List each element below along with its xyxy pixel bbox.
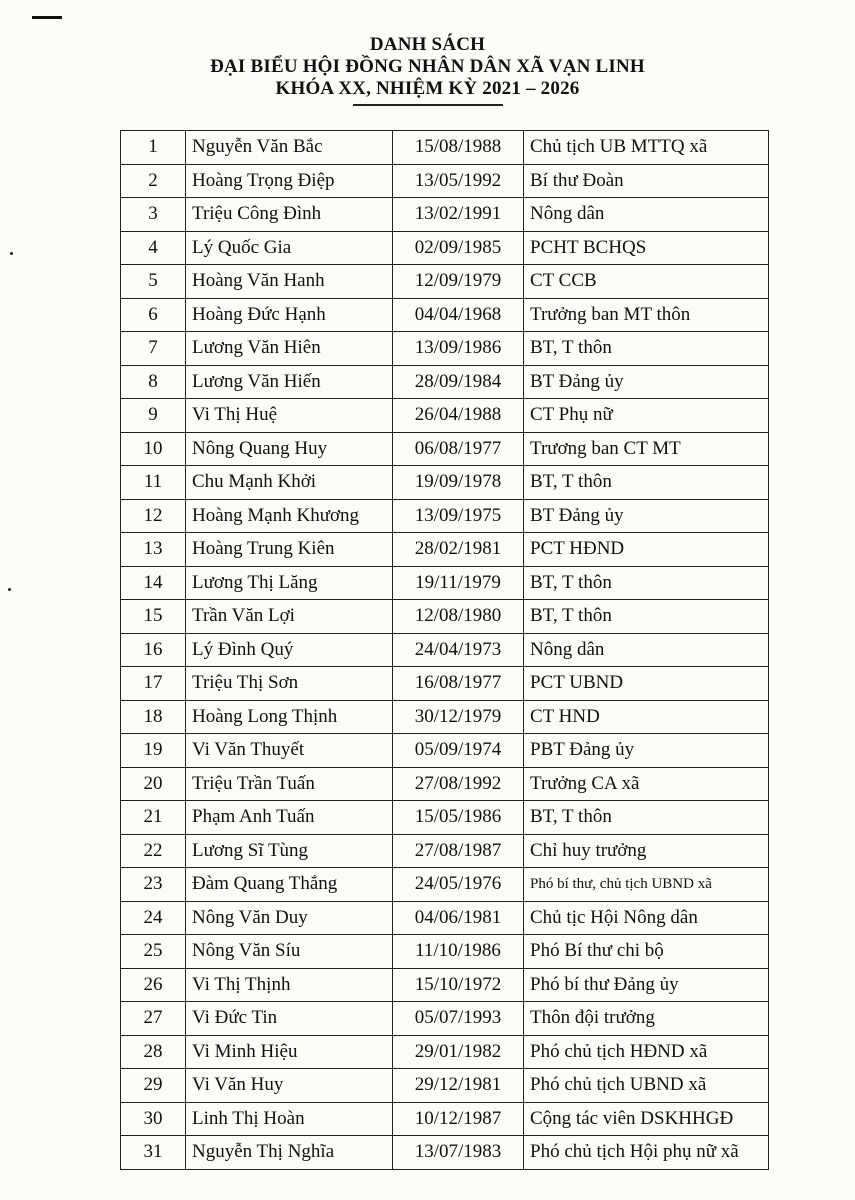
member-birthdate: 13/09/1986 — [393, 332, 524, 366]
member-name: Triệu Trần Tuấn — [186, 767, 393, 801]
member-name: Hoàng Đức Hạnh — [186, 298, 393, 332]
member-name: Triệu Công Đình — [186, 198, 393, 232]
member-birthdate: 05/07/1993 — [393, 1002, 524, 1036]
member-role: Nông dân — [524, 633, 769, 667]
member-number: 14 — [121, 566, 186, 600]
document-term: KHÓA XX, NHIỆM KỲ 2021 – 2026 — [275, 78, 580, 99]
member-number: 26 — [121, 968, 186, 1002]
table-row — [121, 298, 769, 332]
table-row — [121, 332, 769, 366]
member-role: Chủ tịch UB MTTQ xã — [524, 131, 769, 165]
table-row — [121, 667, 769, 701]
table-row — [121, 1002, 769, 1036]
member-role: BT, T thôn — [524, 466, 769, 500]
member-name: Hoàng Trung Kiên — [186, 533, 393, 567]
member-birthdate: 13/02/1991 — [393, 198, 524, 232]
member-name: Lý Đình Quý — [186, 633, 393, 667]
member-number: 9 — [121, 399, 186, 433]
member-birthdate: 26/04/1988 — [393, 399, 524, 433]
member-number: 23 — [121, 868, 186, 902]
member-birthdate: 12/08/1980 — [393, 600, 524, 634]
member-name: Hoàng Trọng Điệp — [186, 164, 393, 198]
member-name: Linh Thị Hoàn — [186, 1102, 393, 1136]
member-name: Lương Văn Hiên — [186, 332, 393, 366]
margin-dot — [8, 588, 11, 591]
member-name: Nguyễn Văn Bắc — [186, 131, 393, 165]
member-birthdate: 24/04/1973 — [393, 633, 524, 667]
member-name: Nông Quang Huy — [186, 432, 393, 466]
table-row — [121, 1102, 769, 1136]
member-role: BT, T thôn — [524, 332, 769, 366]
table-row — [121, 131, 769, 165]
member-role: BT Đảng ủy — [524, 365, 769, 399]
member-role: Chỉ huy trưởng — [524, 834, 769, 868]
member-number: 24 — [121, 901, 186, 935]
member-role: Phó bí thư, chủ tịch UBND xã — [524, 868, 769, 902]
table-row — [121, 767, 769, 801]
member-number: 16 — [121, 633, 186, 667]
member-number: 31 — [121, 1136, 186, 1170]
member-birthdate: 13/09/1975 — [393, 499, 524, 533]
member-role: Bí thư Đoàn — [524, 164, 769, 198]
table-row — [121, 164, 769, 198]
table-row — [121, 399, 769, 433]
member-role: BT, T thôn — [524, 801, 769, 835]
member-role: PCT HĐND — [524, 533, 769, 567]
member-number: 28 — [121, 1035, 186, 1069]
member-role: Nông dân — [524, 198, 769, 232]
table-row — [121, 1069, 769, 1103]
member-name: Nông Văn Duy — [186, 901, 393, 935]
member-name: Đàm Quang Thắng — [186, 868, 393, 902]
member-number: 1 — [121, 131, 186, 165]
member-name: Hoàng Long Thịnh — [186, 700, 393, 734]
member-name: Trần Văn Lợi — [186, 600, 393, 634]
member-birthdate: 19/11/1979 — [393, 566, 524, 600]
table-row — [121, 868, 769, 902]
document-title: DANH SÁCH — [369, 34, 486, 55]
member-birthdate: 19/09/1978 — [393, 466, 524, 500]
member-name: Lương Sĩ Tùng — [186, 834, 393, 868]
table-row — [121, 901, 769, 935]
member-number: 13 — [121, 533, 186, 567]
table-row — [121, 198, 769, 232]
member-role: Phó bí thư Đảng ủy — [524, 968, 769, 1002]
member-number: 15 — [121, 600, 186, 634]
member-number: 11 — [121, 466, 186, 500]
member-name: Hoàng Văn Hanh — [186, 265, 393, 299]
member-name: Nguyễn Thị Nghĩa — [186, 1136, 393, 1170]
member-birthdate: 13/05/1992 — [393, 164, 524, 198]
member-number: 2 — [121, 164, 186, 198]
member-role: Thôn đội trưởng — [524, 1002, 769, 1036]
member-birthdate: 05/09/1974 — [393, 734, 524, 768]
member-role: Chủ tịc Hội Nông dân — [524, 901, 769, 935]
member-role: PCT UBND — [524, 667, 769, 701]
member-role: Phó Bí thư chi bộ — [524, 935, 769, 969]
member-number: 25 — [121, 935, 186, 969]
member-birthdate: 15/08/1988 — [393, 131, 524, 165]
member-birthdate: 10/12/1987 — [393, 1102, 524, 1136]
member-role: Cộng tác viên DSKHHGĐ — [524, 1102, 769, 1136]
member-birthdate: 29/12/1981 — [393, 1069, 524, 1103]
member-role: CT HND — [524, 700, 769, 734]
member-birthdate: 12/09/1979 — [393, 265, 524, 299]
member-birthdate: 27/08/1987 — [393, 834, 524, 868]
member-role: Trưởng ban MT thôn — [524, 298, 769, 332]
member-number: 29 — [121, 1069, 186, 1103]
table-row — [121, 533, 769, 567]
member-birthdate: 04/04/1968 — [393, 298, 524, 332]
member-role: Trương ban CT MT — [524, 432, 769, 466]
member-role: Phó chủ tịch HĐND xã — [524, 1035, 769, 1069]
table-row — [121, 1035, 769, 1069]
table-row — [121, 700, 769, 734]
corner-mark — [32, 16, 62, 19]
member-number: 3 — [121, 198, 186, 232]
member-role: CT Phụ nữ — [524, 399, 769, 433]
member-name: Vi Đức Tin — [186, 1002, 393, 1036]
member-birthdate: 11/10/1986 — [393, 935, 524, 969]
member-birthdate: 28/02/1981 — [393, 533, 524, 567]
table-row — [121, 365, 769, 399]
member-number: 22 — [121, 834, 186, 868]
member-number: 10 — [121, 432, 186, 466]
member-role: Phó chủ tịch UBND xã — [524, 1069, 769, 1103]
table-row — [121, 801, 769, 835]
member-birthdate: 06/08/1977 — [393, 432, 524, 466]
member-name: Hoàng Mạnh Khương — [186, 499, 393, 533]
member-birthdate: 15/10/1972 — [393, 968, 524, 1002]
table-row — [121, 734, 769, 768]
table-row — [121, 566, 769, 600]
member-number: 5 — [121, 265, 186, 299]
table-row — [121, 968, 769, 1002]
member-name: Vi Văn Thuyết — [186, 734, 393, 768]
member-name: Lý Quốc Gia — [186, 231, 393, 265]
member-number: 27 — [121, 1002, 186, 1036]
member-birthdate: 15/05/1986 — [393, 801, 524, 835]
member-birthdate: 24/05/1976 — [393, 868, 524, 902]
member-name: Vi Văn Huy — [186, 1069, 393, 1103]
member-number: 20 — [121, 767, 186, 801]
document-header — [0, 34, 855, 106]
member-name: Vi Thị Huệ — [186, 399, 393, 433]
member-birthdate: 29/01/1982 — [393, 1035, 524, 1069]
member-number: 4 — [121, 231, 186, 265]
member-birthdate: 27/08/1992 — [393, 767, 524, 801]
member-name: Phạm Anh Tuấn — [186, 801, 393, 835]
member-number: 19 — [121, 734, 186, 768]
table-row — [121, 432, 769, 466]
member-number: 7 — [121, 332, 186, 366]
member-role: CT CCB — [524, 265, 769, 299]
margin-dot — [10, 252, 13, 255]
member-role: BT, T thôn — [524, 566, 769, 600]
member-name: Lương Văn Hiến — [186, 365, 393, 399]
member-birthdate: 02/09/1985 — [393, 231, 524, 265]
member-number: 21 — [121, 801, 186, 835]
member-number: 17 — [121, 667, 186, 701]
member-table-body — [121, 131, 769, 1170]
member-birthdate: 16/08/1977 — [393, 667, 524, 701]
document-subtitle: ĐẠI BIỂU HỘI ĐỒNG NHÂN DÂN XÃ VẠN LINH — [210, 56, 645, 77]
table-row — [121, 935, 769, 969]
member-table — [120, 130, 769, 1170]
member-role: PCHT BCHQS — [524, 231, 769, 265]
member-birthdate: 13/07/1983 — [393, 1136, 524, 1170]
table-row — [121, 633, 769, 667]
member-name: Lương Thị Lăng — [186, 566, 393, 600]
member-name: Triệu Thị Sơn — [186, 667, 393, 701]
member-name: Nông Văn Síu — [186, 935, 393, 969]
member-number: 12 — [121, 499, 186, 533]
member-role: BT Đảng ủy — [524, 499, 769, 533]
member-name: Vi Minh Hiệu — [186, 1035, 393, 1069]
table-row — [121, 834, 769, 868]
member-name: Vi Thị Thịnh — [186, 968, 393, 1002]
table-row — [121, 466, 769, 500]
table-row — [121, 265, 769, 299]
member-birthdate: 04/06/1981 — [393, 901, 524, 935]
member-role: PBT Đảng ủy — [524, 734, 769, 768]
member-role: BT, T thôn — [524, 600, 769, 634]
member-number: 8 — [121, 365, 186, 399]
member-birthdate: 30/12/1979 — [393, 700, 524, 734]
table-row — [121, 499, 769, 533]
member-birthdate: 28/09/1984 — [393, 365, 524, 399]
member-name: Chu Mạnh Khởi — [186, 466, 393, 500]
member-number: 6 — [121, 298, 186, 332]
member-role: Phó chủ tịch Hội phụ nữ xã — [524, 1136, 769, 1170]
member-number: 18 — [121, 700, 186, 734]
member-role: Trưởng CA xã — [524, 767, 769, 801]
table-row — [121, 231, 769, 265]
table-row — [121, 600, 769, 634]
member-number: 30 — [121, 1102, 186, 1136]
title-underline — [353, 104, 503, 106]
table-row — [121, 1136, 769, 1170]
